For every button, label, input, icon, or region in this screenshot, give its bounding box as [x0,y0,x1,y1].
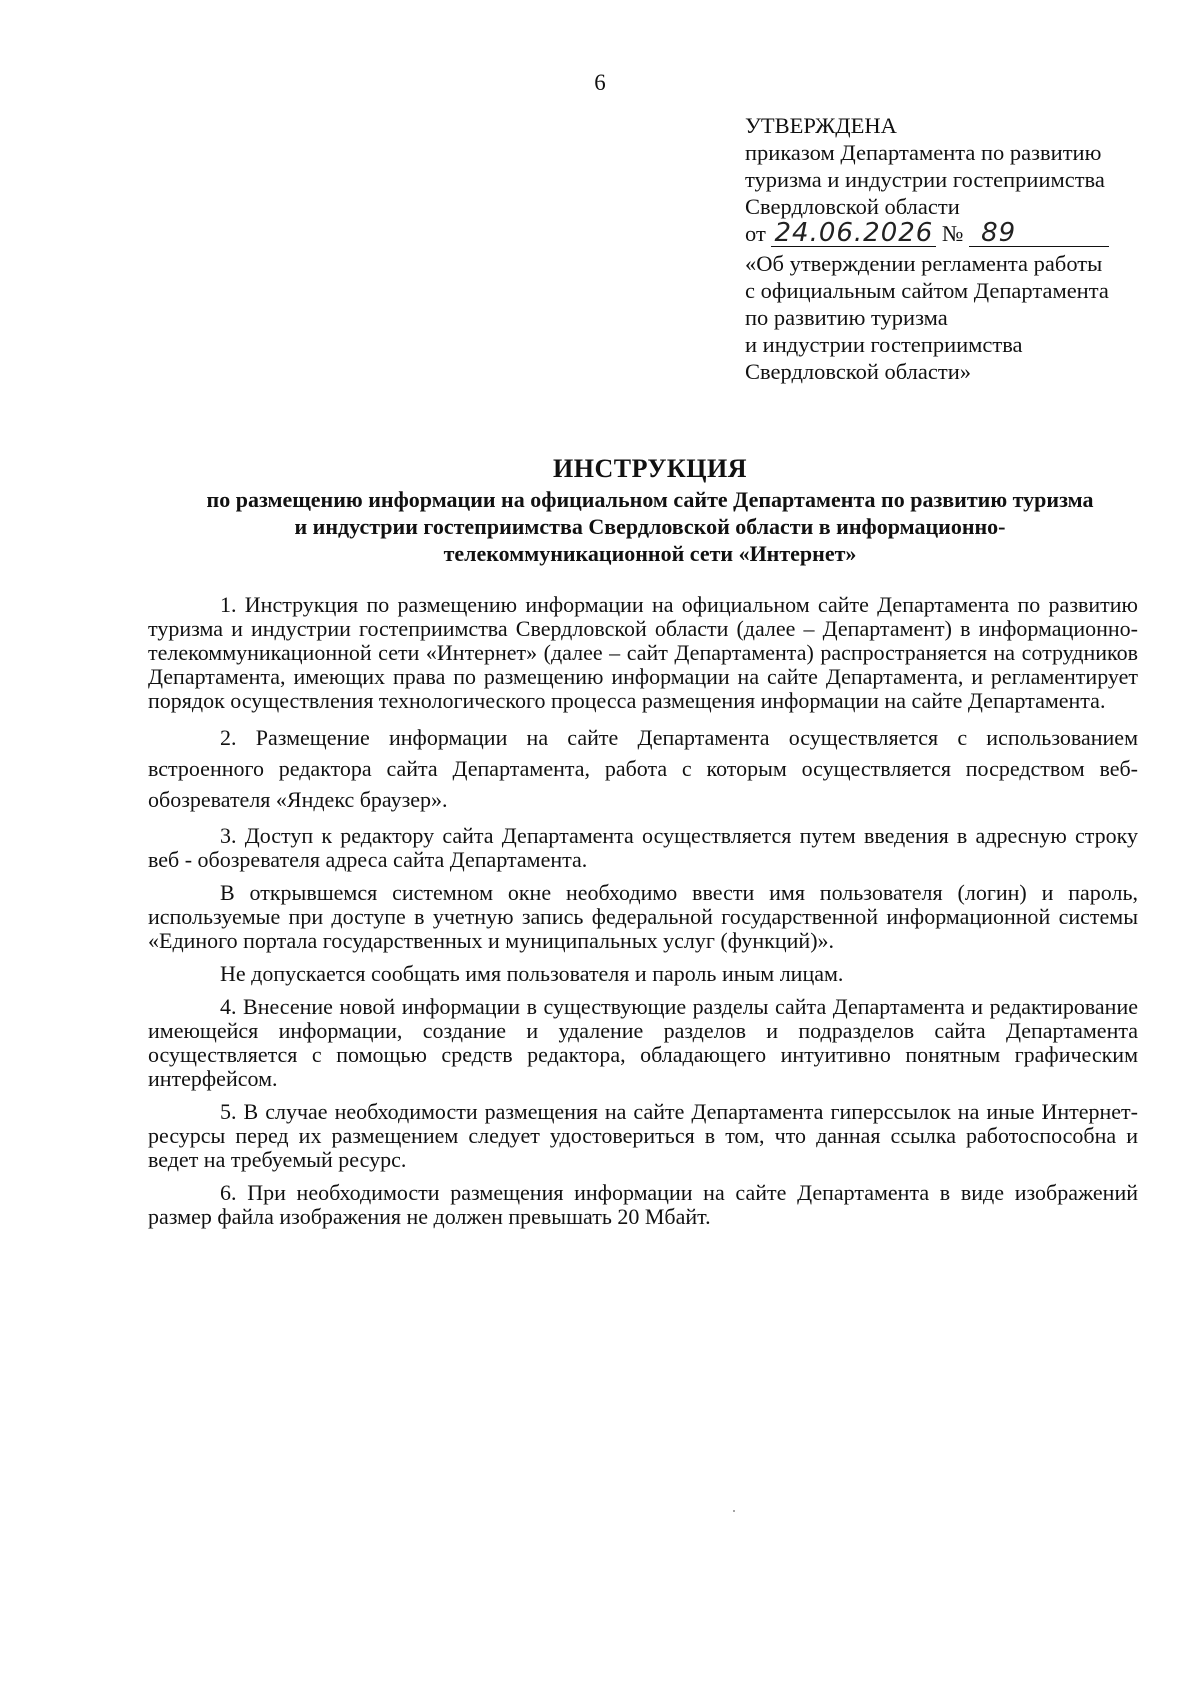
paragraph-6: 6. При необходимости размещения информации на сайте Департамента в виде изображений размер файла изображения не должен превышать 20 Мбайт. [148,1180,1138,1229]
document-title: ИНСТРУКЦИЯ [553,454,747,483]
page-number: 6 [594,70,606,95]
order-subject-line: «Об утверждении регламента работы [745,251,1103,276]
document-subtitle-line: по размещению информации на официальном сайте Департамента по развитию туризма [206,487,1094,512]
handwritten-number: 89 [981,218,1017,248]
approval-line: приказом Департамента по развитию [745,140,1102,165]
paragraph-2: 2. Размещение информации на сайте Департамента осуществляется с использованием встроенного редактора сайта Департамента, работа с которым осуществляется посредством веб-обозревателя «Яндекс браузер». [148,725,1138,812]
approval-stamp-block [745,112,1145,385]
paragraph-5: 5. В случае необходимости размещения на сайте Департамента гиперссылок на иные Интернет-ресурсы перед их размещением следует удостовериться в том, что данная ссылка работоспособна и ведет на требуемый ресурс. [148,1099,1138,1172]
order-subject-line: с официальным сайтом Департамента [745,278,1109,303]
date-field [771,218,936,248]
number-field [969,218,1109,248]
paragraph-3: 3. Доступ к редактору сайта Департамента осуществляется путем введения в адресную строку веб - обозревателя адреса сайта Департамента. [148,823,1138,872]
handwritten-date: 24.06.2026 [774,218,934,248]
order-subject-line: Свердловской области» [745,359,972,384]
document-subtitle-line: и индустрии гостеприимства Свердловской области в информационно- [294,514,1006,539]
order-subject-line: и индустрии гостеприимства [745,332,1023,357]
date-prefix: от [745,221,766,246]
approval-line: Свердловской области [745,194,960,219]
order-subject-line: по развитию туризма [745,305,948,330]
paragraph-3-login: В открывшемся системном окне необходимо ввести имя пользователя (логин) и пароль, используемые при доступе в учетную запись федеральной государственной информационной системы «Единого портала государственных и муниципальных услуг (функций)». [148,880,1138,953]
approval-heading: УТВЕРЖДЕНА [745,113,897,138]
paragraph-1: 1. Инструкция по размещению информации на официальном сайте Департамента по развитию туризма и индустрии гостеприимства Свердловской области (далее – Департамент) в информационно-телекоммуникационной сети «Интернет» (далее – сайт Департамента) распространяется на сотрудников Департамента, имеющих права по размещению информации на сайте Департамента, и регламентирует порядок осуществления технологического процесса размещения информации на сайте Департамента. [148,592,1138,713]
paragraph-3-warning: Не допускается сообщать имя пользователя и пароль иным лицам. [220,961,844,986]
scan-speck [733,1510,735,1512]
order-date-number-line [745,220,1145,250]
document-body [148,593,1138,1238]
paragraph-4: 4. Внесение новой информации в существующие разделы сайта Департамента и редактирование имеющейся информации, создание и удаление разделов и подразделов сайта Департамента осуществляется с помощью средств редактора, обладающего интуитивно понятным графическим интерфейсом. [148,994,1138,1091]
document-title-block [150,452,1150,567]
number-prefix: № [942,221,964,246]
approval-line: туризма и индустрии гостеприимства [745,167,1105,192]
document-subtitle-line: телекоммуникационной сети «Интернет» [443,541,857,566]
